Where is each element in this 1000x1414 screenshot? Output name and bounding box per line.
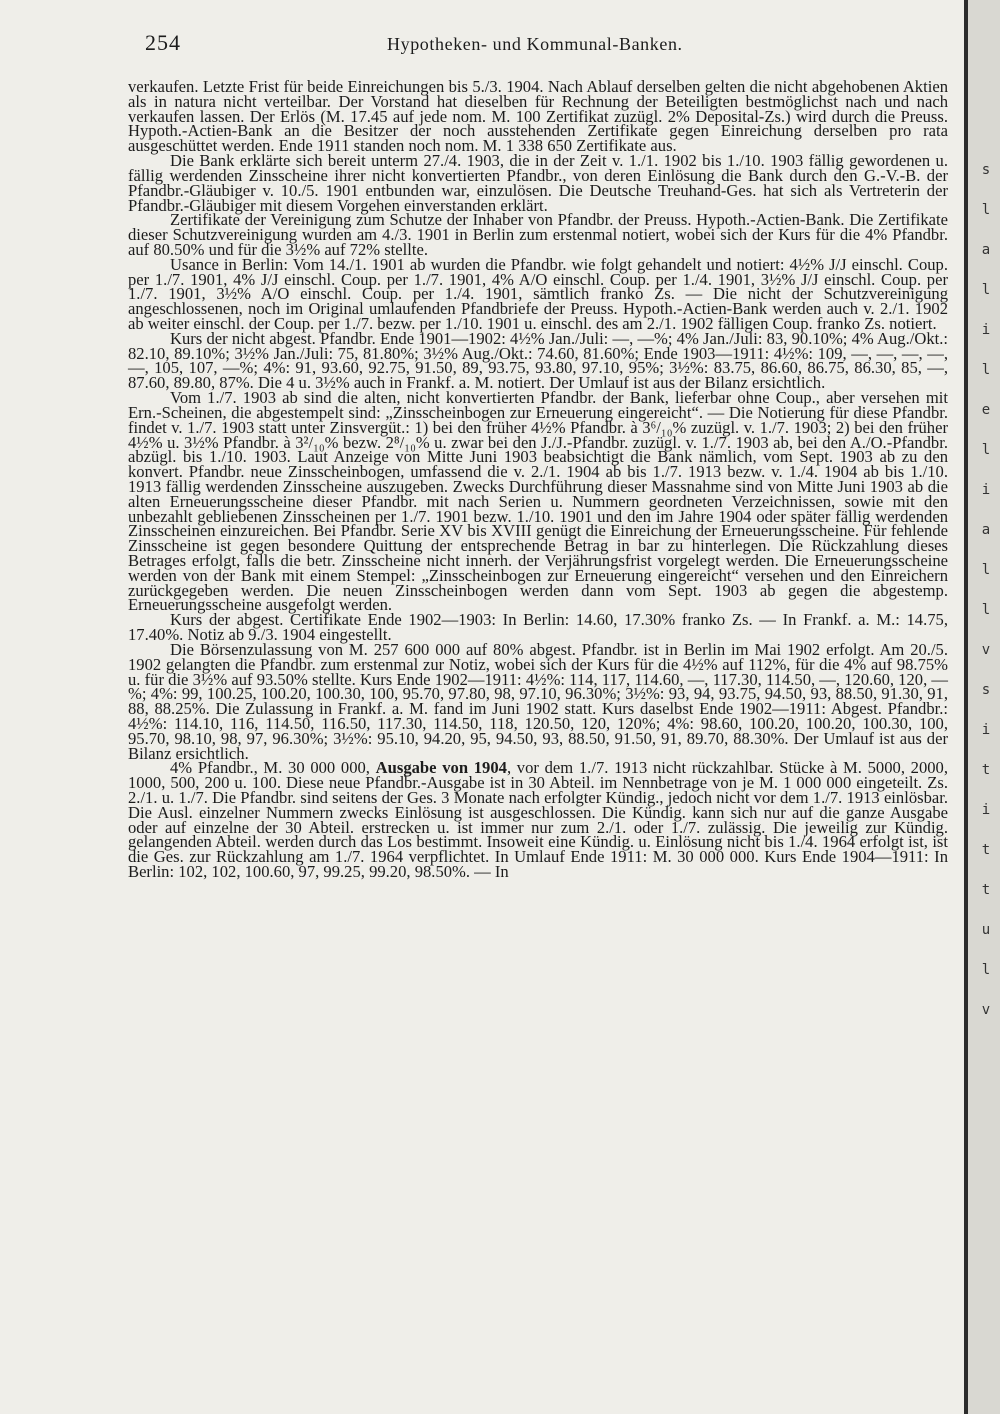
paragraph-4: Usance in Berlin: Vom 14./1. 1901 ab wurden die Pfandbr. wie folgt gehandelt und notiert: 4½% J/J einschl. Coup. per 1./7. 1901, 4% J/J einschl. Coup. per 1./7. 1901, 4% A/O einschl. Coup. per 1./4. 1901, 3½% J/J einschl. Coup. per 1./7. 1901, 3½% A/O einschl. Coup. per 1./4. 1901, sämtlich franko Zs. — Die nicht der Schutzvereinigung angeschlossenen, noch im Original umlaufenden Pfandbriefe der Preuss. Hypoth.-Actien-Bank werden auch v. 2./1. 1902 ab weiter einschl. der Coup. per 1./7. bezw. per 1./10. 1901 u. einschl. des am 2./1. 1902 fälligen Coup. franko Zs. notiert. [128,254,948,333]
paragraph-8: Die Börsenzulassung von M. 257 600 000 auf 80% abgest. Pfandbr. ist in Berlin im Mai 1902 erfolgt. Am 20./5. 1902 gelangten die Pfandbr. zum erstenmal zur Notiz, wobei sich der Kurs für die 4½% auf 112%, für die 4% auf 98.75% u. für die 3½% auf 93.50% stellte. Kurs Ende 1902—1911: 4½%: 114, 117, 114.60, —, 117.30, 114.50, —, 120.60, 120, —%; 4%: 99, 100.25, 100.20, 100.30, 100, 95.70, 97.80, 98, 97.10, 96.30%; 3½%: 93, 94, 93.75, 94.50, 93, 88.50, 91.30, 91, 88, 88.25%. Die Zulassung in Frankf. a. M. fand im Juni 1902 statt. Kurs daselbst Ende 1902—1911: Abgest. Pfandbr.: 4½%: 114.10, 116, 114.50, 116.50, 117.30, 114.50, 118, 120.50, 120, 120%; 4%: 98.60, 100.20, 100.20, 100.30, 100, 95.70, 98.10, 98, 97, 96.30%; 3½%: 95.10, 94.20, 95, 94.50, 93, 88.50, 91.50, 91, 89.70, 88.30%. Der Umlauf ist aus der Bilanz ersichtlich. [128,639,948,763]
adjacent-page-letter: i [981,722,991,738]
adjacent-page-letter: i [981,482,991,498]
adjacent-page-letter: l [981,602,991,618]
paragraph-6: Vom 1./7. 1903 ab sind die alten, nicht konvertierten Pfandbr. der Bank, lieferbar ohne Coup., aber versehen mit Ern.-Scheinen, die abgestempelt sind: „Zinsscheinbogen zur Erneuerung eingereicht“. — Die Notierung für diese Pfandbr. findet v. 1./7. 1903 statt unter Zinsvergüt.: 1) bei den früher 4½% Pfandbr. à 3⁶/₁₀% zuzügl. v. 1./7. 1903; 2) bei den früher 4½% u. 3½% Pfandbr. à 3²/₁₀% bezw. 2⁸/₁₀% u. zwar bei den J./J.-Pfandbr. zuzügl. v. 1./7. 1903 ab, bei den A./O.-Pfandbr. abzügl. bis 1./10. 1903. Laut Anzeige von Mitte Juni 1903 beabsichtigt die Bank nämlich, vom Sept. 1903 ab zu den konvert. Pfandbr. neue Zinsscheinbogen, umfassend die v. 2./1. 1904 ab bis 1./7. 1913 bezw. v. 1./4. 1904 ab bis 1./10. 1913 fällig werdenden Zinsscheine auszugeben. Zwecks Durchführung dieser Massnahme sind von Mitte Juni 1903 ab die alten Erneuerungsscheine dieser Pfandbr. mit nach Serien u. Nummern geordneten Verzeichnissen, sowie mit den unbezahlt gebliebenen Zinsscheinen per 1./7. 1901 bezw. 1./10. 1901 und den im Jahre 1904 oder später fällig werdenden Zinsscheinen einzureichen. Bei Pfandbr. Serie XV bis XVIII genügt die Einreichung der Erneuerungsscheine. Für fehlende Zinsscheine ist gegen besondere Quittung der entsprechende Betrag in bar zu hinterlegen. Die Rückzahlung dieses Betrages erfolgt, falls die betr. Zinsscheine nicht innerh. der Verjährungsfrist vorgelegt werden. Die Erneuerungsscheine werden von der Bank mit einem Stempel: „Zinsscheinbogen zur Erneuerung eingereicht“ versehen und den Einreichern zurückgegeben werden. Die neuen Zinsscheinbogen werden dann vom Sept. 1903 ab gegen die abgestemp. Erneuerungsscheine ausgefolgt werden. [128,388,948,615]
page-header [145,30,935,60]
page-number: 254 [145,30,181,55]
paragraph-3: Zertifikate der Vereinigung zum Schutze der Inhaber von Pfandbr. der Preuss. Hypoth.-Actien-Bank. Die Zertifikate dieser Schutzvereinigung wurden am 4./3. 1901 in Berlin zum erstenmal notiert, wobei sich der Kurs für die 4% Pfandbr. auf 80.50% und für die 3½% auf 72% stellte. [128,210,948,259]
adjacent-page-letter: l [981,962,991,978]
adjacent-page-letter: t [981,762,991,778]
adjacent-page-letter: l [981,282,991,298]
adjacent-page-letter: l [981,202,991,218]
issue-title: Ausgabe von 1904 [375,758,507,778]
adjacent-page-letter: u [981,922,991,938]
adjacent-page-letter: v [981,1002,991,1018]
paragraph-7: Kurs der abgest. Certifikate Ende 1902—1903: In Berlin: 14.60, 17.30% franko Zs. — In Frankf. a. M.: 14.75, 17.40%. Notiz ab 9./3. 1904 eingestellt. [128,610,948,645]
body-text [128,77,948,882]
paragraph-9 [128,758,948,882]
issue-details: , vor dem 1./7. 1913 nicht rückzahlbar. Stücke à M. 5000, 2000, 1000, 500, 200 u. 100. Diese neue Pfandbr.-Ausgabe ist in 30 Abteil. im Nennbetrage von je M. 1 000 000 eingeteilt. Zs. 2./1. u. 1./7. Die Pfandbr. sind seitens der Ges. 3 Monate nach erfolgter Kündig., jedoch nicht vor dem 1./7. 1913 einlösbar. Die Ausl. einzelner Nummern zwecks Einlösung ist ausgeschlossen. Die Kündig. kann sich nur auf die ganze Ausgabe oder auf einzelne der 30 Abteil. erstrecken u. ist immer nur zum 2./1. oder 1./7. zulässig. Die jeweilig zur Kündig. gelangenden Abteil. werden durch das Los bestimmt. Insoweit eine Kündig. u. Einlösung nicht bis 1./4. 1964 erfolgt ist, ist die Ges. zur Rückzahlung am 1./7. 1964 verpflichtet. In Umlauf Ende 1911: M. 30 000 000. Kurs Ende 1904—1911: In Berlin: 102, 102, 100.60, 97, 99.25, 99.20, 98.50%. — In [128,758,948,882]
paragraph-2: Die Bank erklärte sich bereit unterm 27./4. 1903, die in der Zeit v. 1./1. 1902 bis 1./10. 1903 fällig gewordenen u. fällig werdenden Zinsscheine ihrer nicht konvertierten Pfandbr., von deren Einlösung die Bank durch den G.-V.-B. der Pfandbr.-Gläubiger v. 10./5. 1901 entbunden war, einzulösen. Die Deutsche Treuhand-Ges. hat sich als Vertreterin der Pfandbr.-Gläubiger mit diesem Vorgehen einverstanden erklärt. [128,151,948,215]
adjacent-page-letter: s [981,682,991,698]
paragraph-5: Kurs der nicht abgest. Pfandbr. Ende 1901—1902: 4½% Jan./Juli: —, —%; 4% Jan./Juli: 83, 90.10%; 4% Aug./Okt.: 82.10, 89.10%; 3½% Jan./Juli: 75, 81.80%; 3½% Aug./Okt.: 74.60, 81.60%; Ende 1903—1911: 4½%: 109, —, —, —, —, —, 105, 107, —%; 4%: 91, 93.60, 92.75, 91.50, 89, 93.75, 93.80, 97.10, 95%; 3½%: 83.75, 86.60, 86.75, 86.30, 85, —, 87.60, 89.80, 87%. Die 4 u. 3½% auch in Frankf. a. M. notiert. Der Umlauf ist aus der Bilanz ersichtlich. [128,328,948,393]
running-title: Hypotheken- und Kommunal-Banken. [387,34,683,54]
adjacent-page-letter: v [981,642,991,658]
adjacent-page-letter: l [981,442,991,458]
issue-lead: 4% Pfandbr., M. 30 000 000, [170,758,370,778]
adjacent-page-letter: a [981,522,991,538]
adjacent-page-letter: t [981,842,991,858]
adjacent-page-letter: s [981,162,991,178]
adjacent-page-letter: t [981,882,991,898]
adjacent-page-letter: e [981,402,991,418]
adjacent-page-edge [964,0,1000,1414]
paragraph-1: verkaufen. Letzte Frist für beide Einreichungen bis 5./3. 1904. Nach Ablauf derselben gelten die nicht abgehobenen Aktien als in natura nicht verteilbar. Der Vorstand hat dieselben für Rechnung der Beteiligten bestmöglichst nach und nach verkaufen lassen. Der Erlös (M. 17.45 auf jede nom. M. 100 Zertifikat zuzügl. 2% Deposital-Zs.) wird durch die Preuss. Hypoth.-Actien-Bank an die Besitzer der noch ausstehenden Zertifikate gegen Einreichung derselben pro rata ausgeschüttet werden. Ende 1911 standen noch nom. M. 1 338 650 Zertifikate aus. [128,77,948,156]
adjacent-page-letter: l [981,562,991,578]
adjacent-page-letter: l [981,362,991,378]
adjacent-page-letter: i [981,802,991,818]
adjacent-page-letter: a [981,242,991,258]
adjacent-page-letters [976,150,996,1030]
adjacent-page-letter: i [981,322,991,338]
